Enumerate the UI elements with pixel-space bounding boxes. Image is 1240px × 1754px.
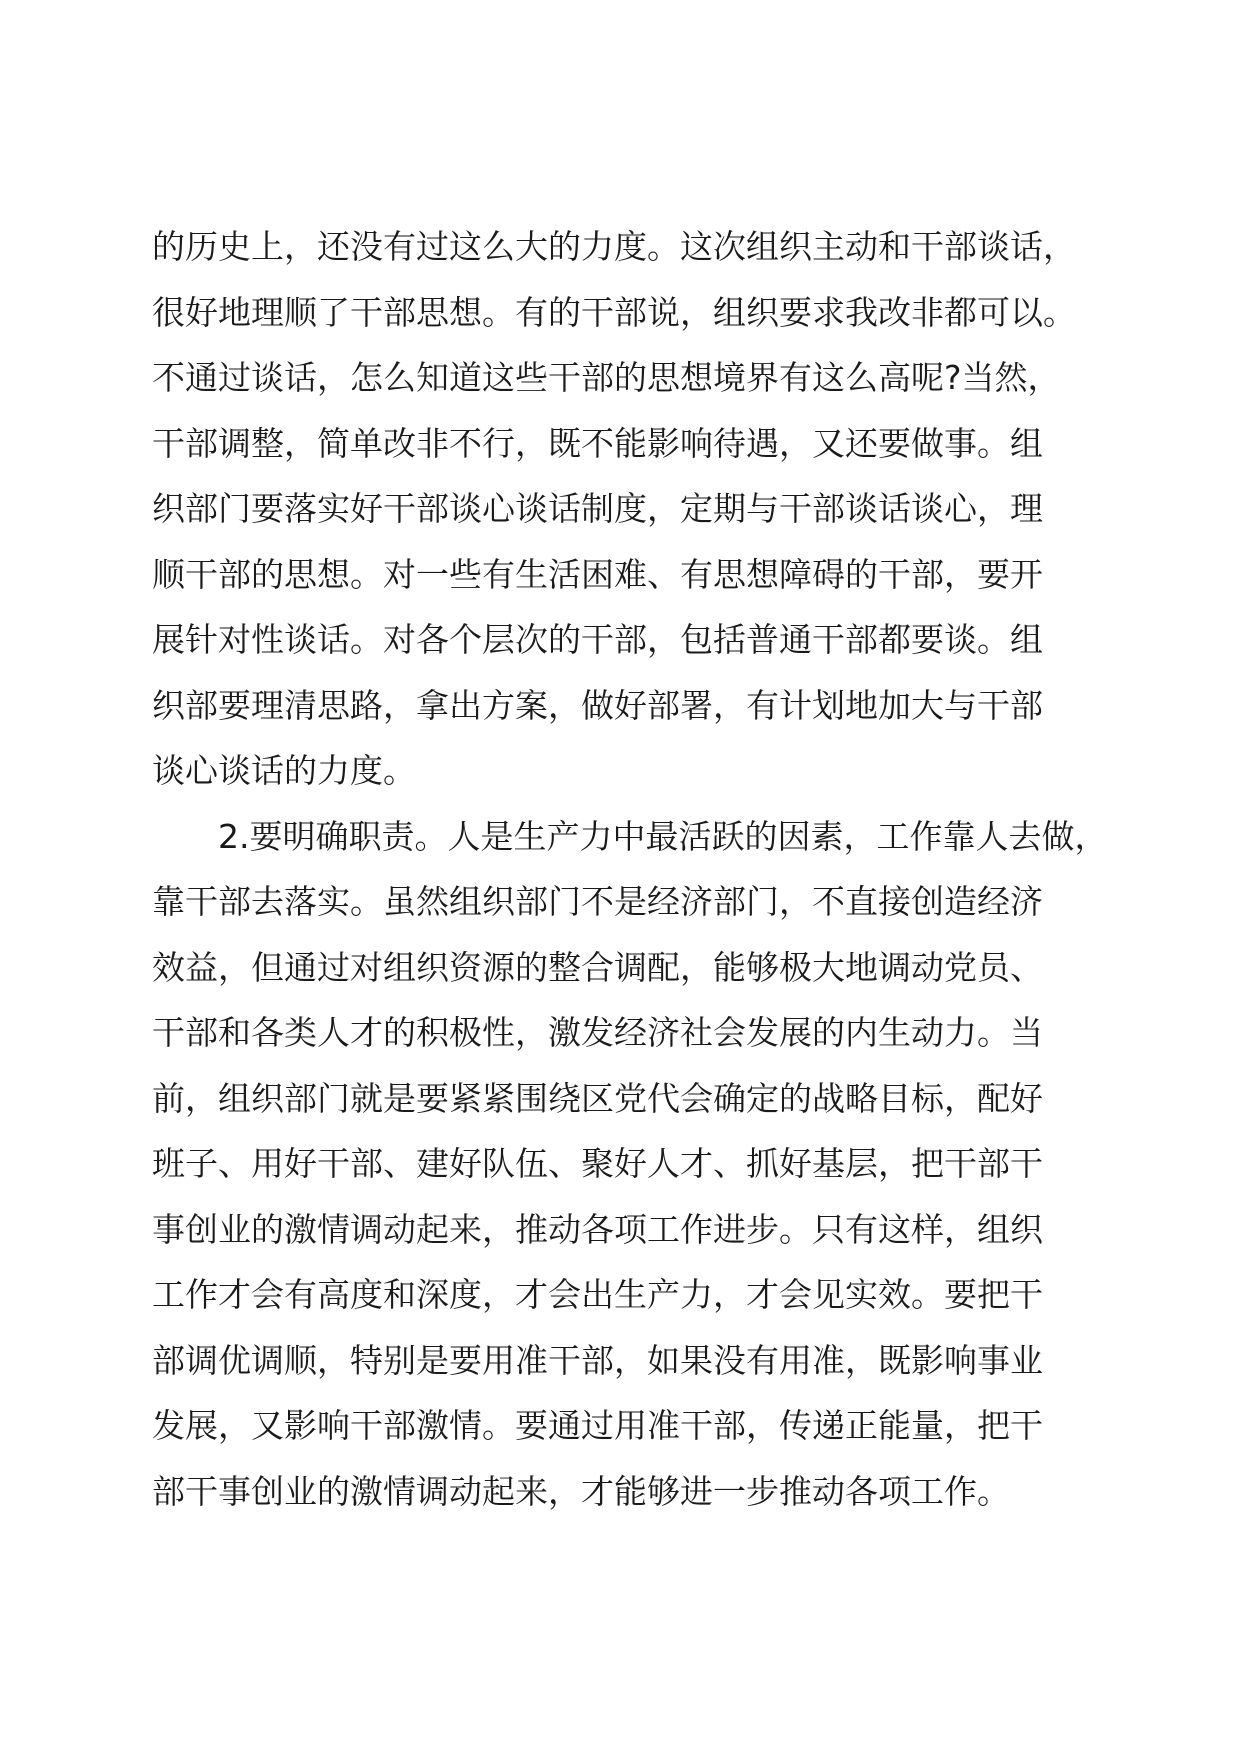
text-line: 不通过谈话，怎么知道这些干部的思想境界有这么高呢?当然， xyxy=(152,358,1061,397)
text-line: 效益，但通过对组织资源的整合调配，能够极大地调动党员、 xyxy=(152,947,1043,987)
body-text xyxy=(152,214,1112,1524)
text-line: 织部要理清思路，拿出方案，做好部署，有计划地加大与干部 xyxy=(152,685,1043,725)
text-line: 谈心谈话的力度。 xyxy=(152,751,416,790)
text-line: 部调优调顺，特别是要用准干部，如果没有用准，既影响事业 xyxy=(152,1340,1043,1380)
text-line: 发展，又影响干部激情。要通过用准干部，传递正能量，把干 xyxy=(152,1406,1043,1445)
text-line: 前，组织部门就是要紧紧围绕区党代会确定的战略目标，配好 xyxy=(152,1078,1043,1118)
section-heading-line: 2.要明确职责。人是生产力中最活跃的因素，工作靠人去做， xyxy=(218,816,1108,856)
text-line: 织部门要落实好干部谈心谈话制度，定期与干部谈话谈心，理 xyxy=(152,489,1043,528)
text-line: 展针对性谈话。对各个层次的干部，包括普通干部都要谈。组 xyxy=(152,620,1043,659)
text-line: 工作才会有高度和深度，才会出生产力，才会见实效。要把干 xyxy=(152,1275,1043,1314)
text-line: 顺干部的思想。对一些有生活困难、有思想障碍的干部，要开 xyxy=(152,554,1043,594)
text-line: 靠干部去落实。虽然组织部门不是经济部门，不直接创造经济 xyxy=(152,882,1043,921)
text-line: 干部和各类人才的积极性，激发经济社会发展的内生动力。当 xyxy=(152,1013,1043,1052)
text-line: 的历史上，还没有过这么大的力度。这次组织主动和干部谈话， xyxy=(152,227,1076,266)
text-line: 事创业的激情调动起来，推动各项工作进步。只有这样，组织 xyxy=(152,1209,1043,1249)
text-line: 班子、用好干部、建好队伍、聚好人才、抓好基层，把干部干 xyxy=(152,1144,1043,1183)
text-line: 干部调整，简单改非不行，既不能影响待遇，又还要做事。组 xyxy=(152,423,1043,463)
text-line: 很好地理顺了干部思想。有的干部说，组织要求我改非都可以。 xyxy=(152,292,1076,332)
text-line: 部干事创业的激情调动起来，才能够进一步推动各项工作。 xyxy=(152,1471,1010,1511)
